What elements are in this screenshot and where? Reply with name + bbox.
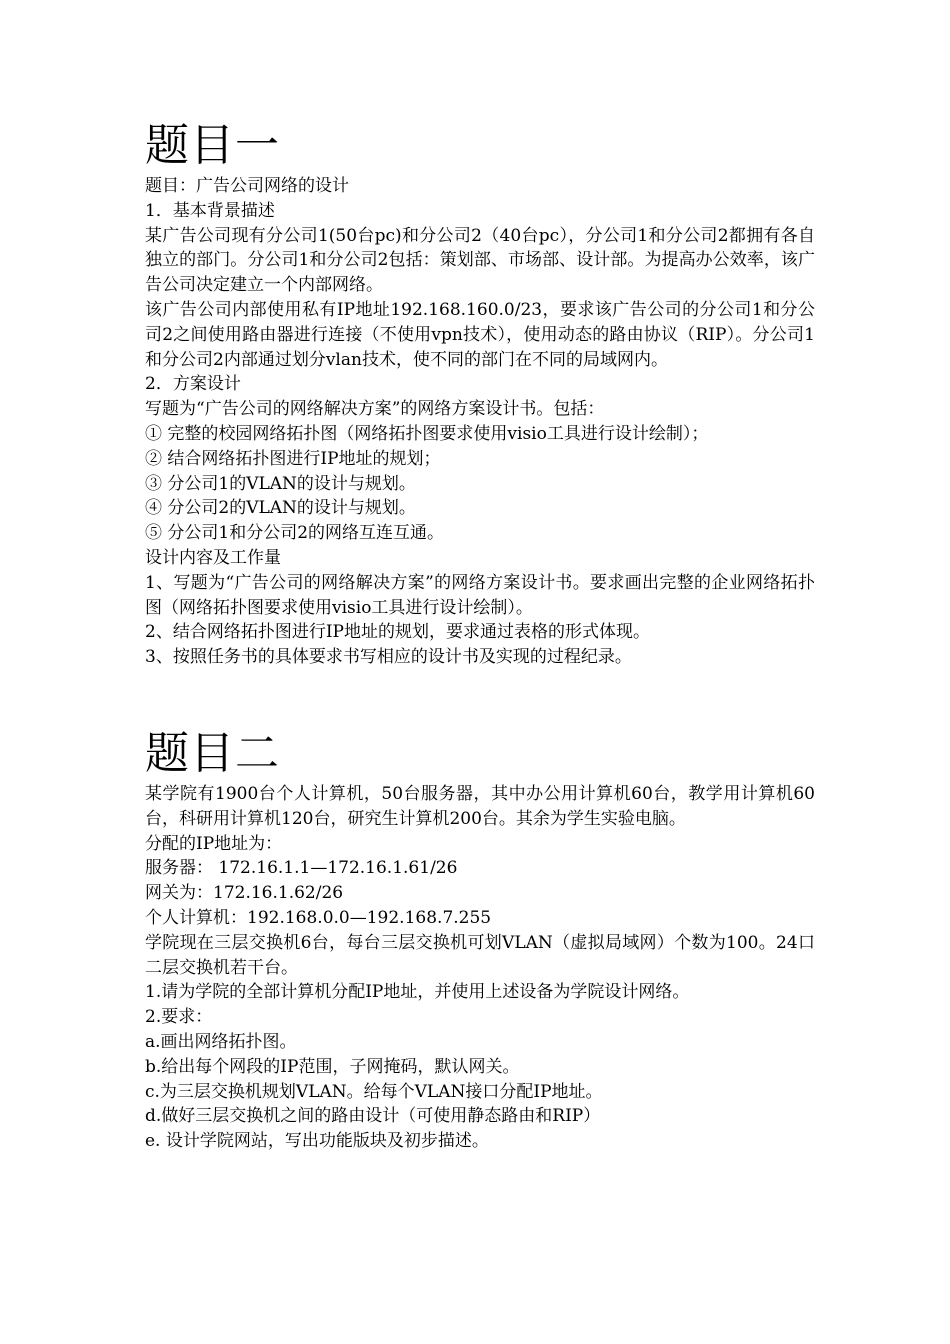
workload-item-2: 2、结合网络拓扑图进行IP地址的规划，要求通过表格的形式体现。 [145, 622, 650, 643]
workload-item-1: 1、写题为“广告公司的网络解决方案”的网络方案设计书。要求画出完整的企业网络拓扑图（网络拓扑图要求使用visio工具进行设计绘制）。 [145, 572, 815, 618]
document-page [145, 118, 815, 1154]
gateway-ip: 网关为：172.16.1.62/26 [145, 883, 344, 904]
pc-ip-range: 个人计算机：192.168.0.0—192.168.7.255 [145, 907, 492, 928]
design-item: ③ 分公司1的VLAN的设计与规划。 [145, 473, 416, 494]
design-item: ④ 分公司2的VLAN的设计与规划。 [145, 498, 416, 519]
question-one-subtitle: 题目：广告公司网络的设计 [145, 176, 349, 196]
task-2: 2.要求： [145, 1007, 213, 1028]
college-intro-paragraph: 某学院有1900台个人计算机，50台服务器，其中办公用计算机60台，教学用计算机60台，科研用计算机120台，研究生计算机200台。其余为学生实验电脑。 [145, 783, 815, 829]
design-section-title: 2．方案设计 [145, 374, 241, 395]
question-one-section [145, 118, 815, 670]
requirement-e: e. 设计学院网站，写出功能版块及初步描述。 [145, 1131, 489, 1152]
design-item: ⑤ 分公司1和分公司2的网络互连互通。 [145, 523, 445, 544]
workload-title: 设计内容及工作量 [145, 547, 281, 568]
design-item: ① 完整的校园网络拓扑图（网络拓扑图要求使用visio工具进行设计绘制）； [145, 423, 709, 444]
background-paragraph-2: 该广告公司内部使用私有IP地址192.168.160.0/23，要求该广告公司的分公司1和分公司2之间使用路由器进行连接（不使用vpn技术），使用动态的路由协议（RIP）。分公司1和分公司2内部通过划分vlan技术，使不同的部门在不同的局域网内。 [145, 299, 815, 370]
question-one-heading: 题目一 [145, 120, 280, 171]
background-section-title: 1．基本背景描述 [145, 200, 275, 221]
requirement-c: c.为三层交换机规划VLAN。给每个VLAN接口分配IP地址。 [145, 1081, 603, 1102]
equipment-paragraph: 学院现在三层交换机6台，每台三层交换机可划VLAN（虚拟局域网）个数为100。24口二层交换机若干台。 [145, 932, 815, 978]
background-paragraph-1: 某广告公司现有分公司1(50台pc)和分公司2（40台pc），分公司1和分公司2都拥有各自独立的部门。分公司1和分公司2包括：策划部、市场部、设计部。为提高办公效率，该广告公司决定建立一个内部网络。 [145, 225, 815, 296]
workload-item-3: 3、按照任务书的具体要求书写相应的设计书及实现的过程纪录。 [145, 647, 632, 668]
section-spacer [145, 670, 815, 726]
question-two-section [145, 726, 815, 1154]
design-intro: 写题为“广告公司的网络解决方案”的网络方案设计书。包括： [145, 399, 605, 420]
ip-allocation-intro: 分配的IP地址为： [145, 833, 283, 854]
requirement-d: d.做好三层交换机之间的路由设计（可使用静态路由和RIP） [145, 1106, 601, 1127]
requirement-b: b.给出每个网段的IP范围，子网掩码，默认网关。 [145, 1056, 520, 1077]
design-item: ② 结合网络拓扑图进行IP地址的规划； [145, 448, 441, 469]
task-1: 1.请为学院的全部计算机分配IP地址，并使用上述设备为学院设计网络。 [145, 982, 690, 1003]
question-two-heading: 题目二 [145, 727, 280, 779]
requirement-a: a.画出网络拓扑图。 [145, 1031, 297, 1052]
server-ip-range: 服务器： 172.16.1.1—172.16.1.61/26 [145, 858, 458, 879]
